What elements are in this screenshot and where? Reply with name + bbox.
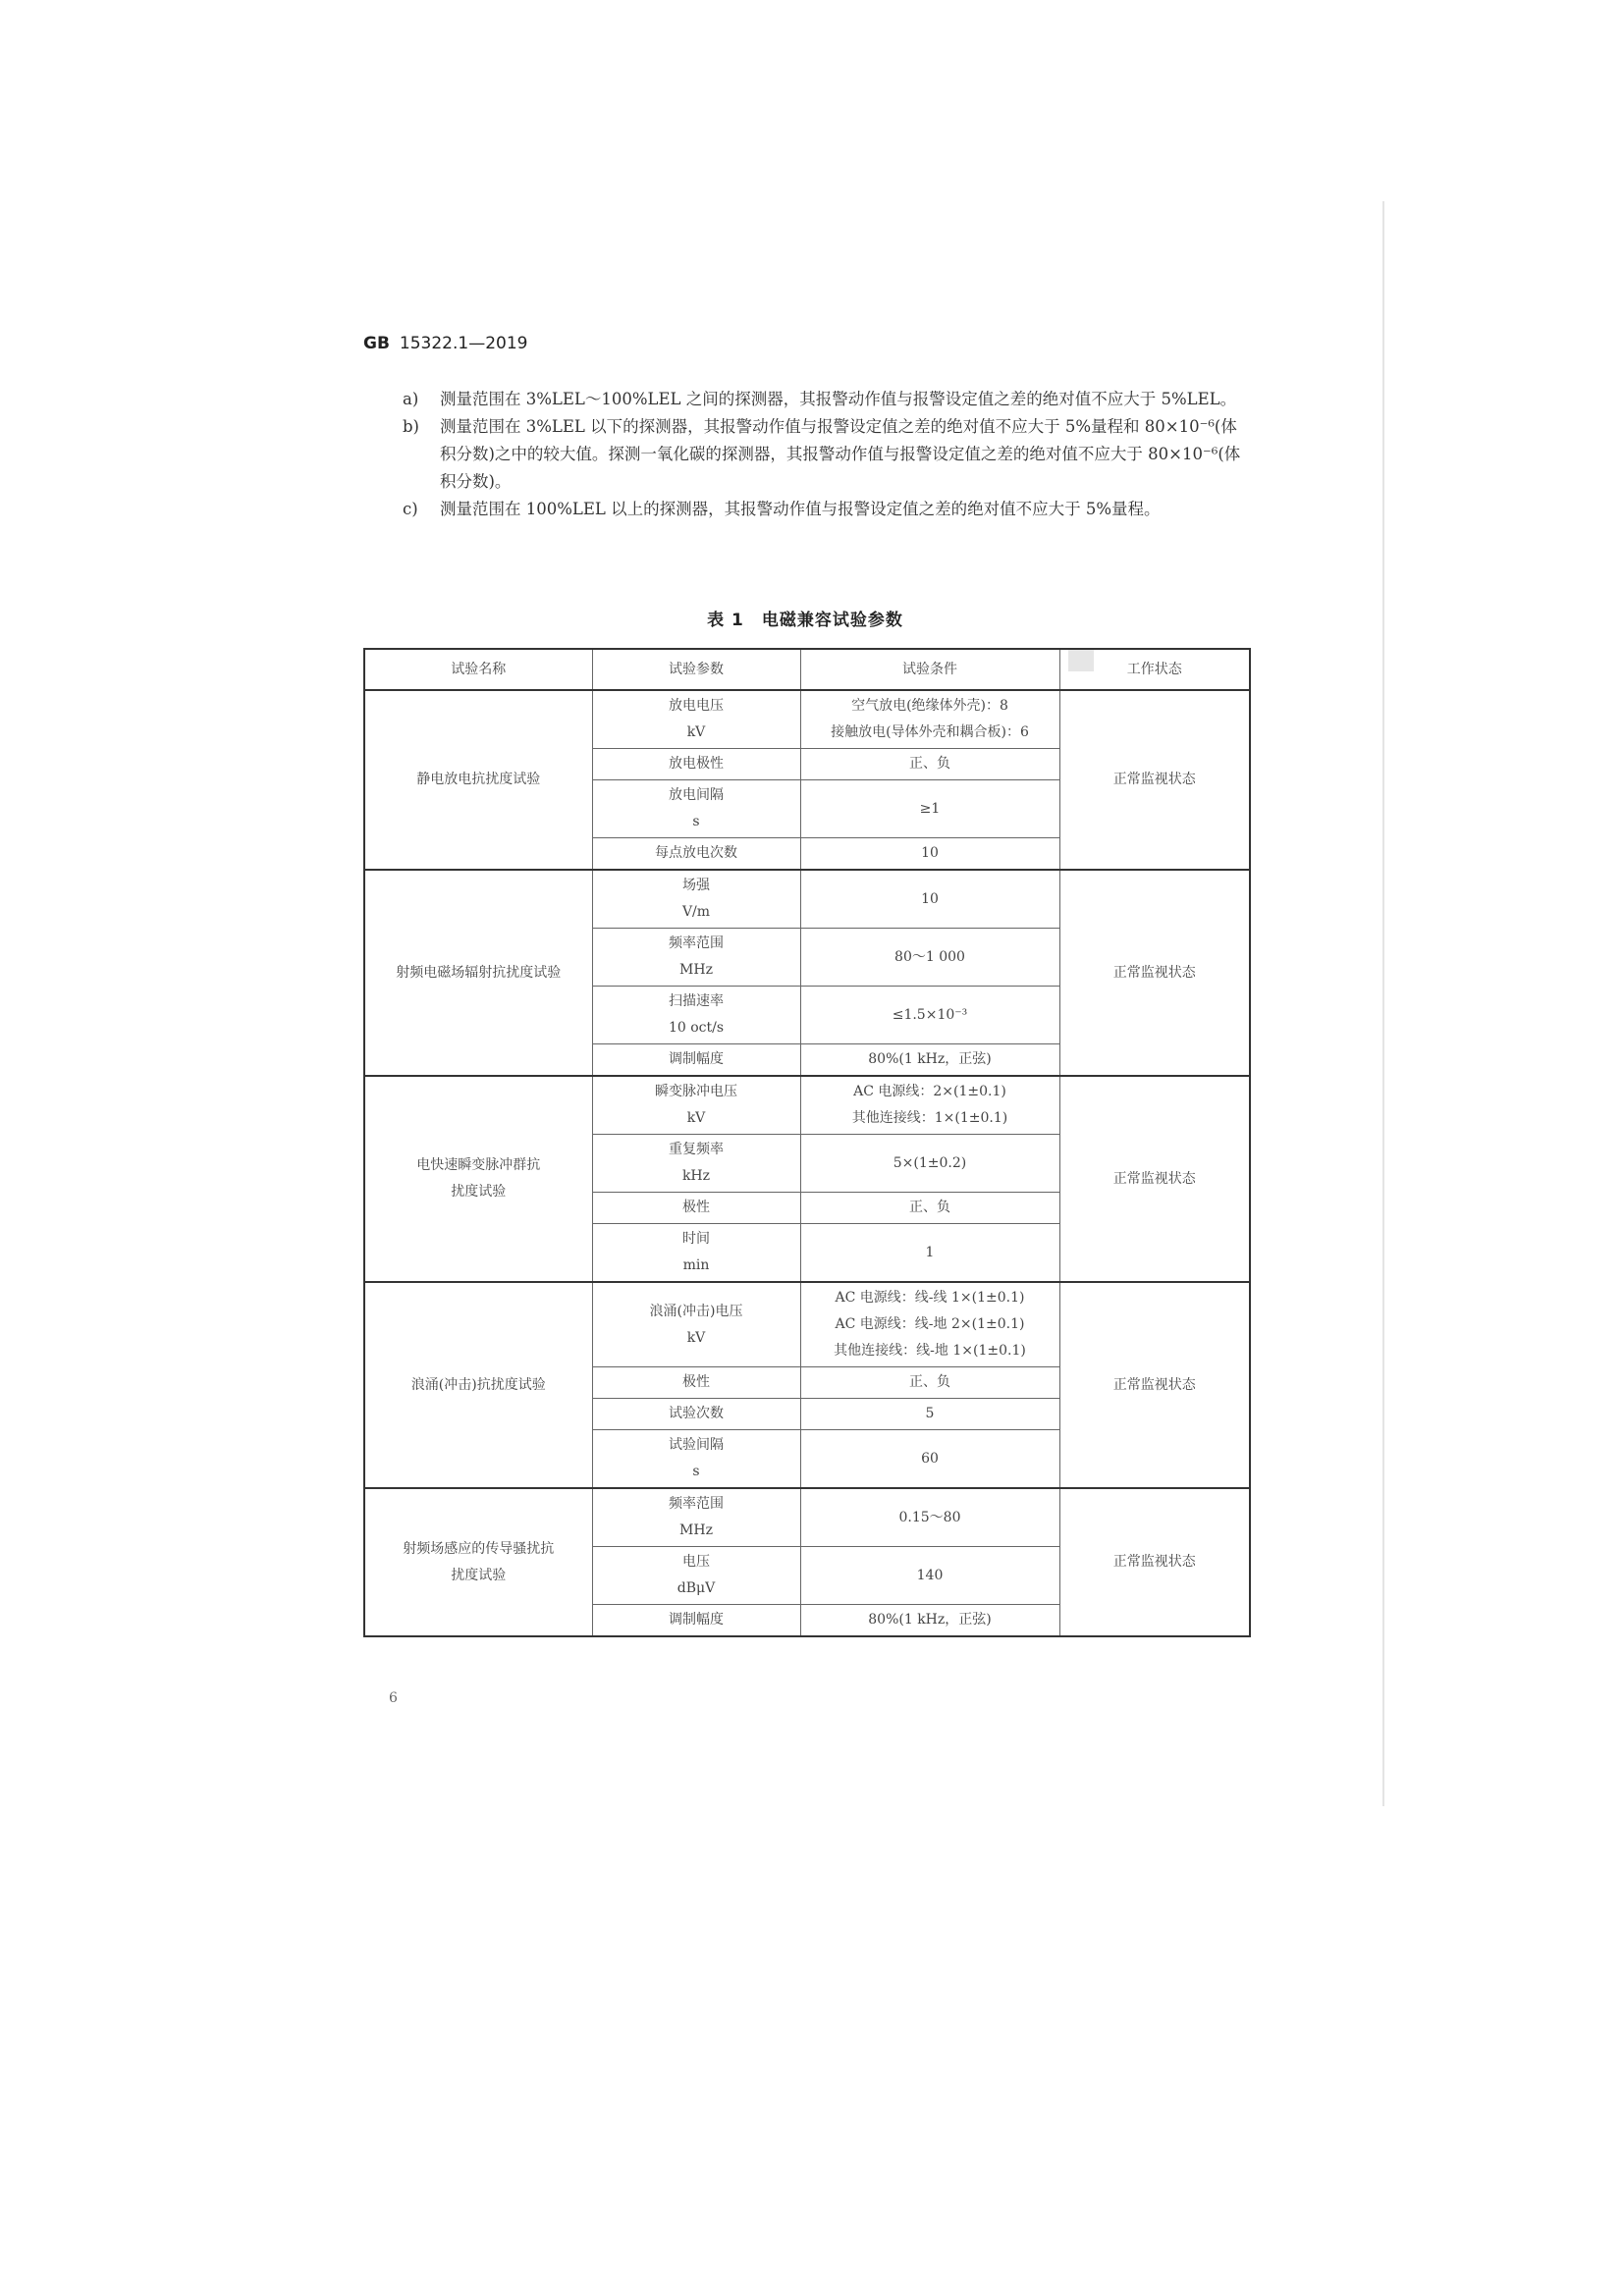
test-condition-line: 10	[921, 890, 939, 907]
test-param-cell	[592, 1076, 800, 1135]
test-param-cell	[592, 1367, 800, 1399]
list-item-text: 测量范围在 100%LEL 以上的探测器，其报警动作值与报警设定值之差的绝对值不应大于 5%量程。	[440, 500, 1161, 518]
list-item	[403, 386, 1247, 413]
standard-number: 15322.1—2019	[399, 334, 528, 353]
test-condition-cell	[800, 749, 1059, 780]
test-name-line: 扰度试验	[451, 1567, 507, 1583]
test-name-cell	[364, 1488, 592, 1636]
test-param-cell	[592, 1605, 800, 1637]
work-state-cell: 正常监视状态	[1059, 1488, 1250, 1636]
test-condition-line: 80～1 000	[894, 948, 965, 965]
test-param-line: 放电极性	[669, 756, 724, 772]
test-name-text: 静电放电抗扰度试验	[416, 772, 541, 787]
work-state-cell: 正常监视状态	[1059, 1076, 1250, 1282]
test-param-line: dBμV	[677, 1580, 716, 1596]
test-param-line: 调制幅度	[669, 1612, 724, 1628]
test-condition-line: 其他连接线：1×(1±0.1)	[851, 1110, 1008, 1126]
test-param-cell	[592, 1135, 800, 1193]
test-param-line: kV	[686, 1329, 706, 1346]
test-name-cell	[364, 1076, 592, 1282]
test-param-cell	[592, 1547, 800, 1605]
test-condition-cell	[800, 1282, 1059, 1367]
test-condition-line: 5	[925, 1406, 935, 1421]
requirement-list	[403, 386, 1247, 523]
test-param-line: s	[692, 1464, 700, 1479]
test-condition-cell	[800, 870, 1059, 929]
test-condition-line: AC 电源线：线-地 2×(1±0.1)	[835, 1316, 1025, 1332]
list-item-text: 测量范围在 3%LEL～100%LEL 之间的探测器，其报警动作值与报警设定值之差的绝对值不应大于 5%LEL。	[440, 390, 1237, 408]
test-condition-line: AC 电源线：2×(1±0.1)	[853, 1084, 1006, 1099]
test-condition-cell	[800, 1488, 1059, 1547]
test-name-text: 浪涌(冲击)抗扰度试验	[410, 1376, 546, 1393]
test-param-cell	[592, 1282, 800, 1367]
standard-header	[363, 334, 528, 353]
list-item-label: a)	[403, 390, 419, 408]
test-param-line: 调制幅度	[669, 1051, 724, 1067]
test-name-cell	[364, 690, 592, 870]
test-condition-cell	[800, 1193, 1059, 1224]
test-param-cell	[592, 987, 800, 1044]
list-item	[403, 413, 1247, 496]
table-row	[364, 1488, 1250, 1547]
table-caption: 表 1 电磁兼容试验参数	[707, 611, 903, 630]
test-condition-line: ≤1.5×10⁻³	[892, 1006, 968, 1023]
test-param-cell	[592, 690, 800, 749]
test-name-line: 射频场感应的传导骚扰抗	[403, 1540, 555, 1557]
test-name-cell	[364, 870, 592, 1076]
test-condition-line: 140	[916, 1567, 944, 1583]
table-row	[364, 1282, 1250, 1367]
test-param-line: 频率范围	[669, 935, 724, 951]
test-param-cell	[592, 749, 800, 780]
test-param-line: 扫描速率	[669, 993, 724, 1009]
test-condition-cell	[800, 838, 1059, 871]
test-param-line: 极性	[682, 1200, 710, 1215]
list-item-label: b)	[403, 417, 419, 436]
test-param-line: kV	[686, 1110, 706, 1126]
test-param-line: 浪涌(冲击)电压	[649, 1303, 743, 1319]
header-test-name: 试验名称	[364, 649, 592, 690]
table-row	[364, 1076, 1250, 1135]
test-condition-cell	[800, 1605, 1059, 1637]
test-param-line: MHz	[679, 1522, 713, 1538]
test-condition-line: 正、负	[909, 756, 950, 772]
test-condition-line: 0.15～80	[898, 1509, 961, 1525]
test-condition-cell	[800, 1076, 1059, 1135]
test-param-line: 试验次数	[669, 1406, 724, 1421]
header-work-state: 工作状态	[1059, 649, 1250, 690]
test-param-line: 每点放电次数	[655, 845, 737, 861]
test-condition-cell	[800, 690, 1059, 749]
table-header-row	[364, 649, 1250, 690]
test-param-line: 电压	[682, 1554, 710, 1570]
test-param-cell	[592, 1044, 800, 1077]
work-state-cell: 正常监视状态	[1059, 690, 1250, 870]
test-param-line: kV	[686, 724, 706, 740]
emc-test-table	[363, 648, 1251, 1637]
test-param-cell	[592, 1224, 800, 1283]
test-param-line: 10 oct/s	[668, 1020, 725, 1036]
test-param-line: 时间	[682, 1231, 710, 1247]
test-param-line: 重复频率	[669, 1142, 724, 1157]
test-param-line: 场强	[682, 878, 710, 893]
test-condition-cell	[800, 987, 1059, 1044]
test-condition-line: 10	[921, 845, 939, 861]
work-state-cell: 正常监视状态	[1059, 1282, 1250, 1488]
test-condition-line: 空气放电(绝缘体外壳)：8	[851, 698, 1008, 714]
test-param-line: 瞬变脉冲电压	[655, 1084, 737, 1099]
test-param-cell	[592, 1399, 800, 1430]
table-row	[364, 870, 1250, 929]
test-name-line: 扰度试验	[451, 1184, 507, 1200]
test-param-line: 放电间隔	[669, 787, 724, 803]
header-test-condition: 试验条件	[800, 649, 1059, 690]
test-condition-line: 接触放电(导体外壳和耦合板)：6	[831, 724, 1029, 740]
test-condition-cell	[800, 1224, 1059, 1283]
test-param-cell	[592, 1488, 800, 1547]
test-name-cell	[364, 1282, 592, 1488]
test-condition-cell	[800, 1135, 1059, 1193]
test-condition-line: 80%(1 kHz，正弦)	[868, 1051, 992, 1067]
test-param-line: 放电电压	[669, 698, 724, 714]
test-condition-line: ≥1	[919, 800, 941, 817]
test-condition-cell	[800, 929, 1059, 987]
test-condition-line: 80%(1 kHz，正弦)	[868, 1612, 992, 1628]
list-item-label: c)	[403, 500, 418, 518]
scan-smudge	[1068, 650, 1094, 671]
standard-code: GB	[363, 334, 390, 353]
test-condition-cell	[800, 1367, 1059, 1399]
test-param-line: MHz	[679, 962, 713, 978]
test-param-line: s	[692, 814, 700, 829]
test-condition-cell	[800, 780, 1059, 838]
test-param-cell	[592, 870, 800, 929]
test-param-line: kHz	[681, 1168, 711, 1184]
list-item-text: 测量范围在 3%LEL 以下的探测器，其报警动作值与报警设定值之差的绝对值不应大于 5%量程和 80×10⁻⁶(体积分数)之中的较大值。探测一氧化碳的探测器，其报警动作值与报警设定值之差的绝对值不应大于 80×10⁻⁶(体积分数)。	[440, 417, 1241, 491]
test-condition-cell	[800, 1430, 1059, 1489]
test-condition-cell	[800, 1044, 1059, 1077]
header-test-param: 试验参数	[592, 649, 800, 690]
test-param-cell	[592, 1193, 800, 1224]
list-item	[403, 496, 1247, 523]
test-condition-line: AC 电源线：线-线 1×(1±0.1)	[835, 1290, 1025, 1306]
test-param-line: 极性	[682, 1374, 710, 1390]
test-condition-cell	[800, 1547, 1059, 1605]
test-param-line: V/m	[681, 904, 711, 920]
test-condition-line: 5×(1±0.2)	[893, 1154, 967, 1171]
test-condition-line: 正、负	[909, 1374, 950, 1390]
test-condition-line: 1	[925, 1244, 935, 1260]
test-param-cell	[592, 1430, 800, 1489]
test-param-cell	[592, 838, 800, 871]
page-edge-line	[1382, 201, 1384, 1806]
page-number: 6	[389, 1690, 398, 1706]
test-name-text: 射频电磁场辐射抗扰度试验	[396, 964, 562, 981]
test-condition-line: 其他连接线：线-地 1×(1±0.1)	[834, 1343, 1026, 1359]
test-param-cell	[592, 780, 800, 838]
test-param-line: 频率范围	[669, 1496, 724, 1512]
test-name-line: 电快速瞬变脉冲群抗	[416, 1157, 541, 1173]
test-param-cell	[592, 929, 800, 987]
test-param-line: 试验间隔	[669, 1437, 724, 1453]
test-condition-line: 正、负	[909, 1200, 950, 1215]
test-param-line: min	[682, 1257, 710, 1273]
table-row	[364, 690, 1250, 749]
work-state-cell: 正常监视状态	[1059, 870, 1250, 1076]
test-condition-line: 60	[921, 1450, 939, 1467]
test-condition-cell	[800, 1399, 1059, 1430]
